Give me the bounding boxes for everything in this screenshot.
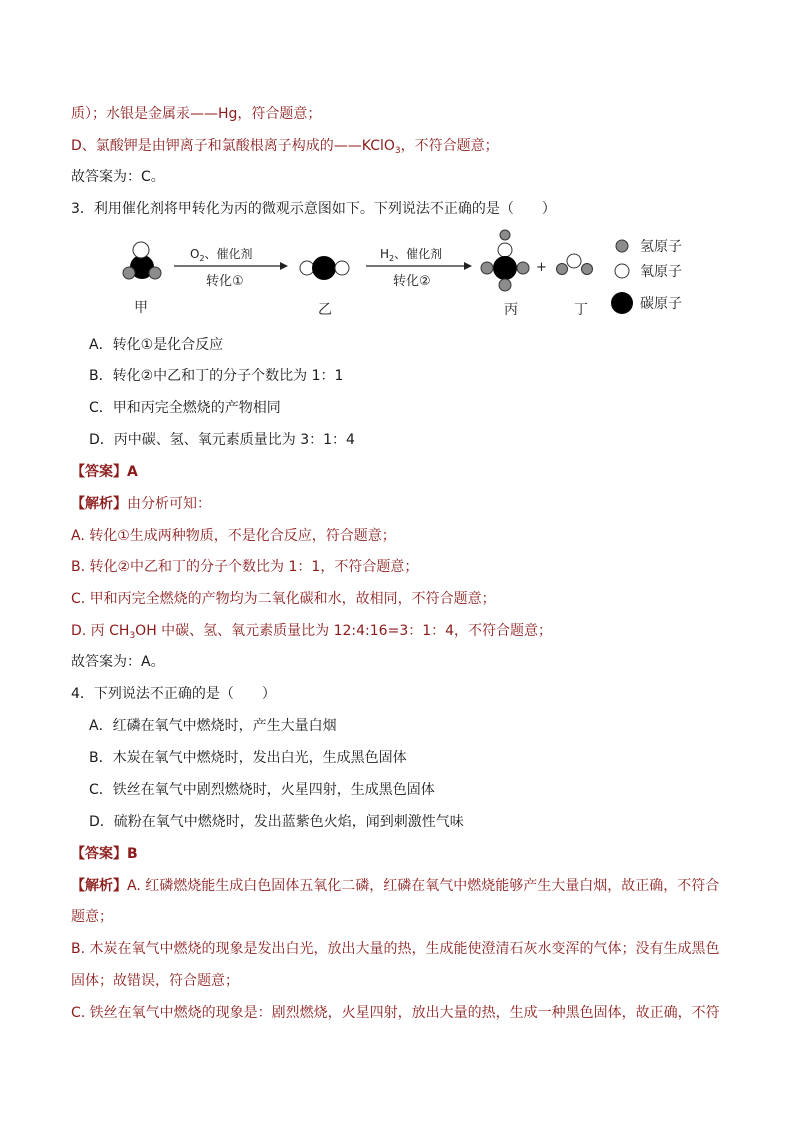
q3-analysis-c: C. 甲和丙完全燃烧的产物均为二氧化碳和水，故相同，不符合题意； [71, 591, 496, 607]
hydrogen-atom [481, 262, 493, 274]
prev-answer-line-1: 质）；水银是金属汞——Hg，符合题意； [71, 106, 322, 122]
legend-oxygen-marker [615, 264, 629, 278]
carbon-atom [493, 256, 517, 280]
prev-answer-line-2-tail: ，不符合题意； [400, 138, 499, 154]
legend-carbon-label: 碳原子 [640, 296, 682, 312]
q4-analysis-c: C. 铁丝在氧气中燃烧的现象是：剧烈燃烧，火星四射，放出大量的热，生成一种黑色固体，故正确，不符 [71, 1005, 720, 1021]
arrow2-head [464, 262, 472, 270]
arrow1-label: 转化① [206, 274, 244, 289]
arrow1-condition: $O_2$、催化剂 [190, 247, 253, 263]
legend-hydrogen-marker [616, 240, 628, 252]
legend-carbon-marker [611, 292, 633, 314]
analysis-label: 【解析】 [71, 878, 127, 894]
oxygen-atom [335, 261, 349, 275]
hydrogen-atom [123, 267, 135, 279]
label-jia: 甲 [134, 300, 148, 316]
molecule-ding [557, 254, 593, 275]
analysis-d-text: D. 丙 CH [71, 623, 130, 639]
hydrogen-atom [499, 279, 511, 291]
q4-stem: 4．下列说法不正确的是（ ） [71, 686, 276, 702]
q3-option-a: A．转化①是化合反应 [89, 337, 224, 353]
prev-answer-line-2 [71, 136, 499, 161]
answer-value: B [127, 846, 138, 862]
q4-analysis-a-cont: 题意； [71, 909, 113, 925]
reaction-diagram [100, 226, 700, 322]
q3-analysis-b: B. 转化②中乙和丁的分子个数比为 1：1，不符合题意； [71, 559, 419, 575]
legend-hydrogen-label: 氢原子 [640, 239, 682, 255]
q3-option-c: C．甲和丙完全燃烧的产物相同 [89, 400, 281, 416]
oxygen-atom [498, 243, 512, 257]
q4-option-d: D．硫粉在氧气中燃烧时，发出蓝紫色火焰，闻到刺激性气味 [89, 814, 464, 830]
molecule-yi [300, 256, 349, 280]
q4-option-a: A．红磷在氧气中燃烧时，产生大量白烟 [89, 718, 337, 734]
label-yi: 乙 [318, 302, 332, 318]
hydrogen-atom [557, 264, 568, 275]
hydrogen-atom [517, 262, 529, 274]
q3-analysis-intro [71, 494, 211, 514]
label-ding: 丁 [574, 302, 588, 318]
label-bing: 丙 [504, 302, 518, 318]
arrow2-condition: $H_2$、催化剂 [380, 247, 443, 263]
q3-option-b: B．转化②中乙和丁的分子个数比为 1：1 [89, 368, 344, 384]
answer-value: A [127, 464, 138, 480]
analysis-intro-text: 由分析可知： [127, 496, 211, 512]
molecule-bing [481, 230, 529, 291]
prev-answer-line-2-text: D、氯酸钾是由钾离子和氯酸根离子构成的——KClO [71, 138, 395, 154]
q3-stem: 3．利用催化剂将甲转化为丙的微观示意图如下。下列说法不正确的是（ ） [71, 201, 556, 217]
q4-answer [71, 844, 138, 864]
q4-option-c: C．铁丝在氧气中剧烈燃烧时，火星四射，生成黑色固体 [89, 782, 435, 798]
q4-analysis-a [71, 876, 719, 896]
answer-label: 【答案】 [71, 464, 127, 480]
molecule-jia [123, 242, 161, 279]
legend-oxygen-label: 氧原子 [640, 264, 682, 280]
q3-analysis-d [71, 621, 552, 646]
subscript: 3 [394, 146, 401, 156]
analysis-d-tail: OH 中碳、氢、氧元素质量比为 12:4:16=3：1：4，不符合题意； [135, 623, 553, 639]
q3-analysis-a: A. 转化①生成两种物质，不是化合反应，符合题意； [71, 528, 396, 544]
q4-option-b: B．木炭在氧气中燃烧时，发出白光，生成黑色固体 [89, 750, 407, 766]
oxygen-atom [133, 242, 149, 258]
arrow2-label: 转化② [393, 274, 431, 289]
q3-option-d: D．丙中碳、氢、氧元素质量比为 3：1：4 [89, 432, 355, 448]
q3-answer [71, 462, 138, 482]
subscript: 3 [129, 631, 136, 641]
q4-analysis-b: B. 木炭在氧气中燃烧的现象是发出白光，放出大量的热，生成能使澄清石灰水变浑的气体；没有生成黑色 [71, 941, 720, 957]
answer-label: 【答案】 [71, 846, 127, 862]
hydrogen-atom [149, 267, 161, 279]
oxygen-atom [300, 261, 314, 275]
q4-analysis-b-cont: 固体；故错误，符合题意； [71, 973, 239, 989]
oxygen-atom [567, 254, 581, 268]
hydrogen-atom [500, 230, 510, 240]
hydrogen-atom [582, 264, 593, 275]
analysis-label: 【解析】 [71, 496, 127, 512]
analysis-a-text: A. 红磷燃烧能生成白色固体五氧化二磷，红磷在氧气中燃烧能够产生大量白烟，故正确，不符合 [127, 878, 720, 894]
carbon-atom [312, 256, 336, 280]
legend [611, 239, 682, 314]
arrow1-head [280, 262, 288, 270]
q3-conclusion: 故答案为：A。 [71, 654, 165, 670]
plus-sign: + [536, 260, 547, 275]
prev-conclusion: 故答案为：C。 [71, 169, 165, 185]
